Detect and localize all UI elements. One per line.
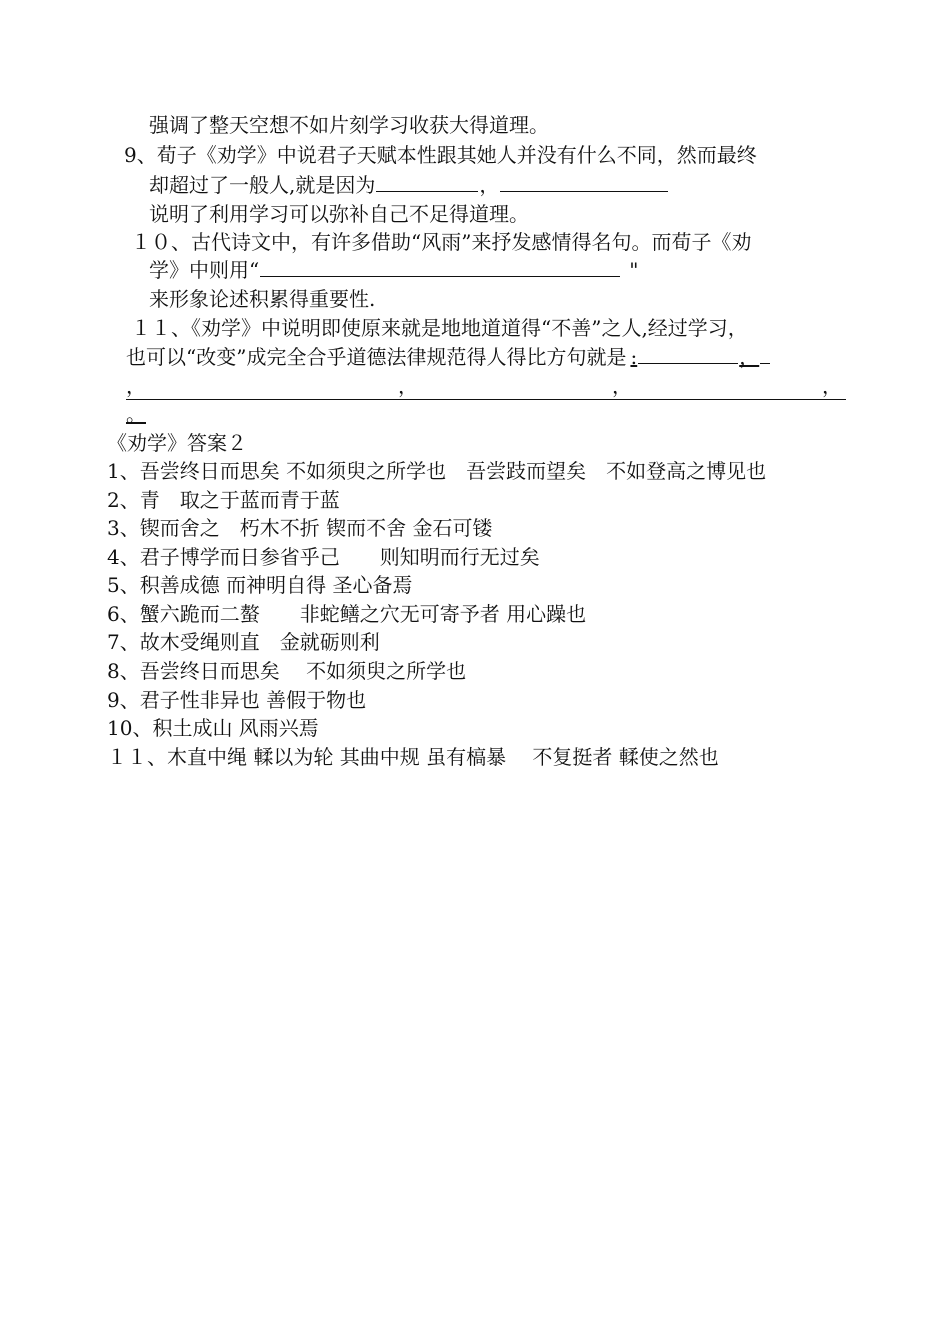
- q11-line2: [126, 343, 771, 371]
- q11-line1: １１、《劝学》中说明即使原来就是地地道道得“不善”之人,经过学习，: [131, 316, 748, 340]
- q9-line2: [149, 171, 669, 199]
- q10-line2-prefix: 学》中则用“: [149, 258, 260, 282]
- q11-answer-blank-3[interactable]: [419, 372, 609, 392]
- q11-line3-comma-2: ，: [398, 374, 418, 398]
- answer-item-7: 7、故木受绳则直 金就砺则利: [107, 630, 380, 654]
- q11-line3-comma-1: ，: [126, 374, 146, 398]
- q11-colon: :: [630, 345, 638, 369]
- q9-line2-prefix: 却超过了一般人,就是因为: [149, 173, 376, 197]
- q11-answer-blank-4[interactable]: [633, 372, 823, 392]
- answer-item-4: 4、君子博学而日参省乎己 则知明而行无过矣: [107, 545, 540, 569]
- answer-item-8: 8、吾尝终日而思矣 不如须臾之所学也: [107, 659, 467, 683]
- q11-line3: [126, 372, 846, 400]
- answer-item-9: 9、君子性非异也 善假于物也: [107, 688, 367, 712]
- q10-answer-blank[interactable]: [260, 256, 620, 277]
- q11-line3-comma-3: ，: [612, 374, 632, 398]
- q10-line1: １０、古代诗文中，有许多借助“风雨”来抒发感情得名句。而荀子《劝: [131, 230, 752, 254]
- q10-line2: [149, 256, 638, 284]
- q9-answer-blank-2[interactable]: [500, 171, 668, 192]
- q11-line2-prefix: 也可以“改变”成完全合乎道德法律规范得人得比方句就是: [126, 345, 627, 369]
- answer-item-10: 10、积土成山 风雨兴焉: [107, 716, 319, 740]
- answer-item-6: 6、蟹六跪而二螯 非蛇鳝之穴无可寄予者 用心躁也: [107, 602, 587, 626]
- answer-item-5: 5、积善成德 而神明自得 圣心备焉: [107, 573, 413, 597]
- q10-line3: 来形象论述积累得重要性.: [149, 287, 376, 311]
- q11-answer-blank-1b[interactable]: [760, 343, 770, 364]
- q9-separator: ，: [479, 173, 500, 197]
- answer-item-3: 3、锲而舍之 朽木不折 锲而不舍 金石可镂: [107, 516, 493, 540]
- answer-item-11: １１、木直中绳 輮以为轮 其曲中规 虽有槁暴 不复挺者 輮使之然也: [107, 745, 719, 769]
- q11-period: 。: [126, 402, 146, 426]
- answer-item-1: 1、吾尝终日而思矣 不如须臾之所学也 吾尝跂而望矣 不如登高之博见也: [107, 459, 767, 483]
- answer-item-2: 2、青 取之于蓝而青于蓝: [107, 488, 340, 512]
- q11-line3-comma-4: ，: [822, 374, 842, 398]
- q10-line2-suffix: ": [629, 258, 639, 282]
- q11-line4: [126, 400, 146, 428]
- q11-answer-blank-2[interactable]: [147, 372, 397, 392]
- q9-line1: 9、荀子《劝学》中说君子天赋本性跟其她人并没有什么不同，然而最终: [124, 143, 757, 167]
- q8-end-text: 强调了整天空想不如片刻学习收获大得道理。: [149, 113, 549, 137]
- q11-answer-blank-1[interactable]: [638, 343, 738, 364]
- q9-answer-blank-1[interactable]: [376, 171, 478, 192]
- answers-title: 《劝学》答案２: [107, 431, 247, 455]
- q11-line2-comma: ，: [739, 345, 760, 369]
- q9-line3: 说明了利用学习可以弥补自己不足得道理。: [149, 202, 529, 226]
